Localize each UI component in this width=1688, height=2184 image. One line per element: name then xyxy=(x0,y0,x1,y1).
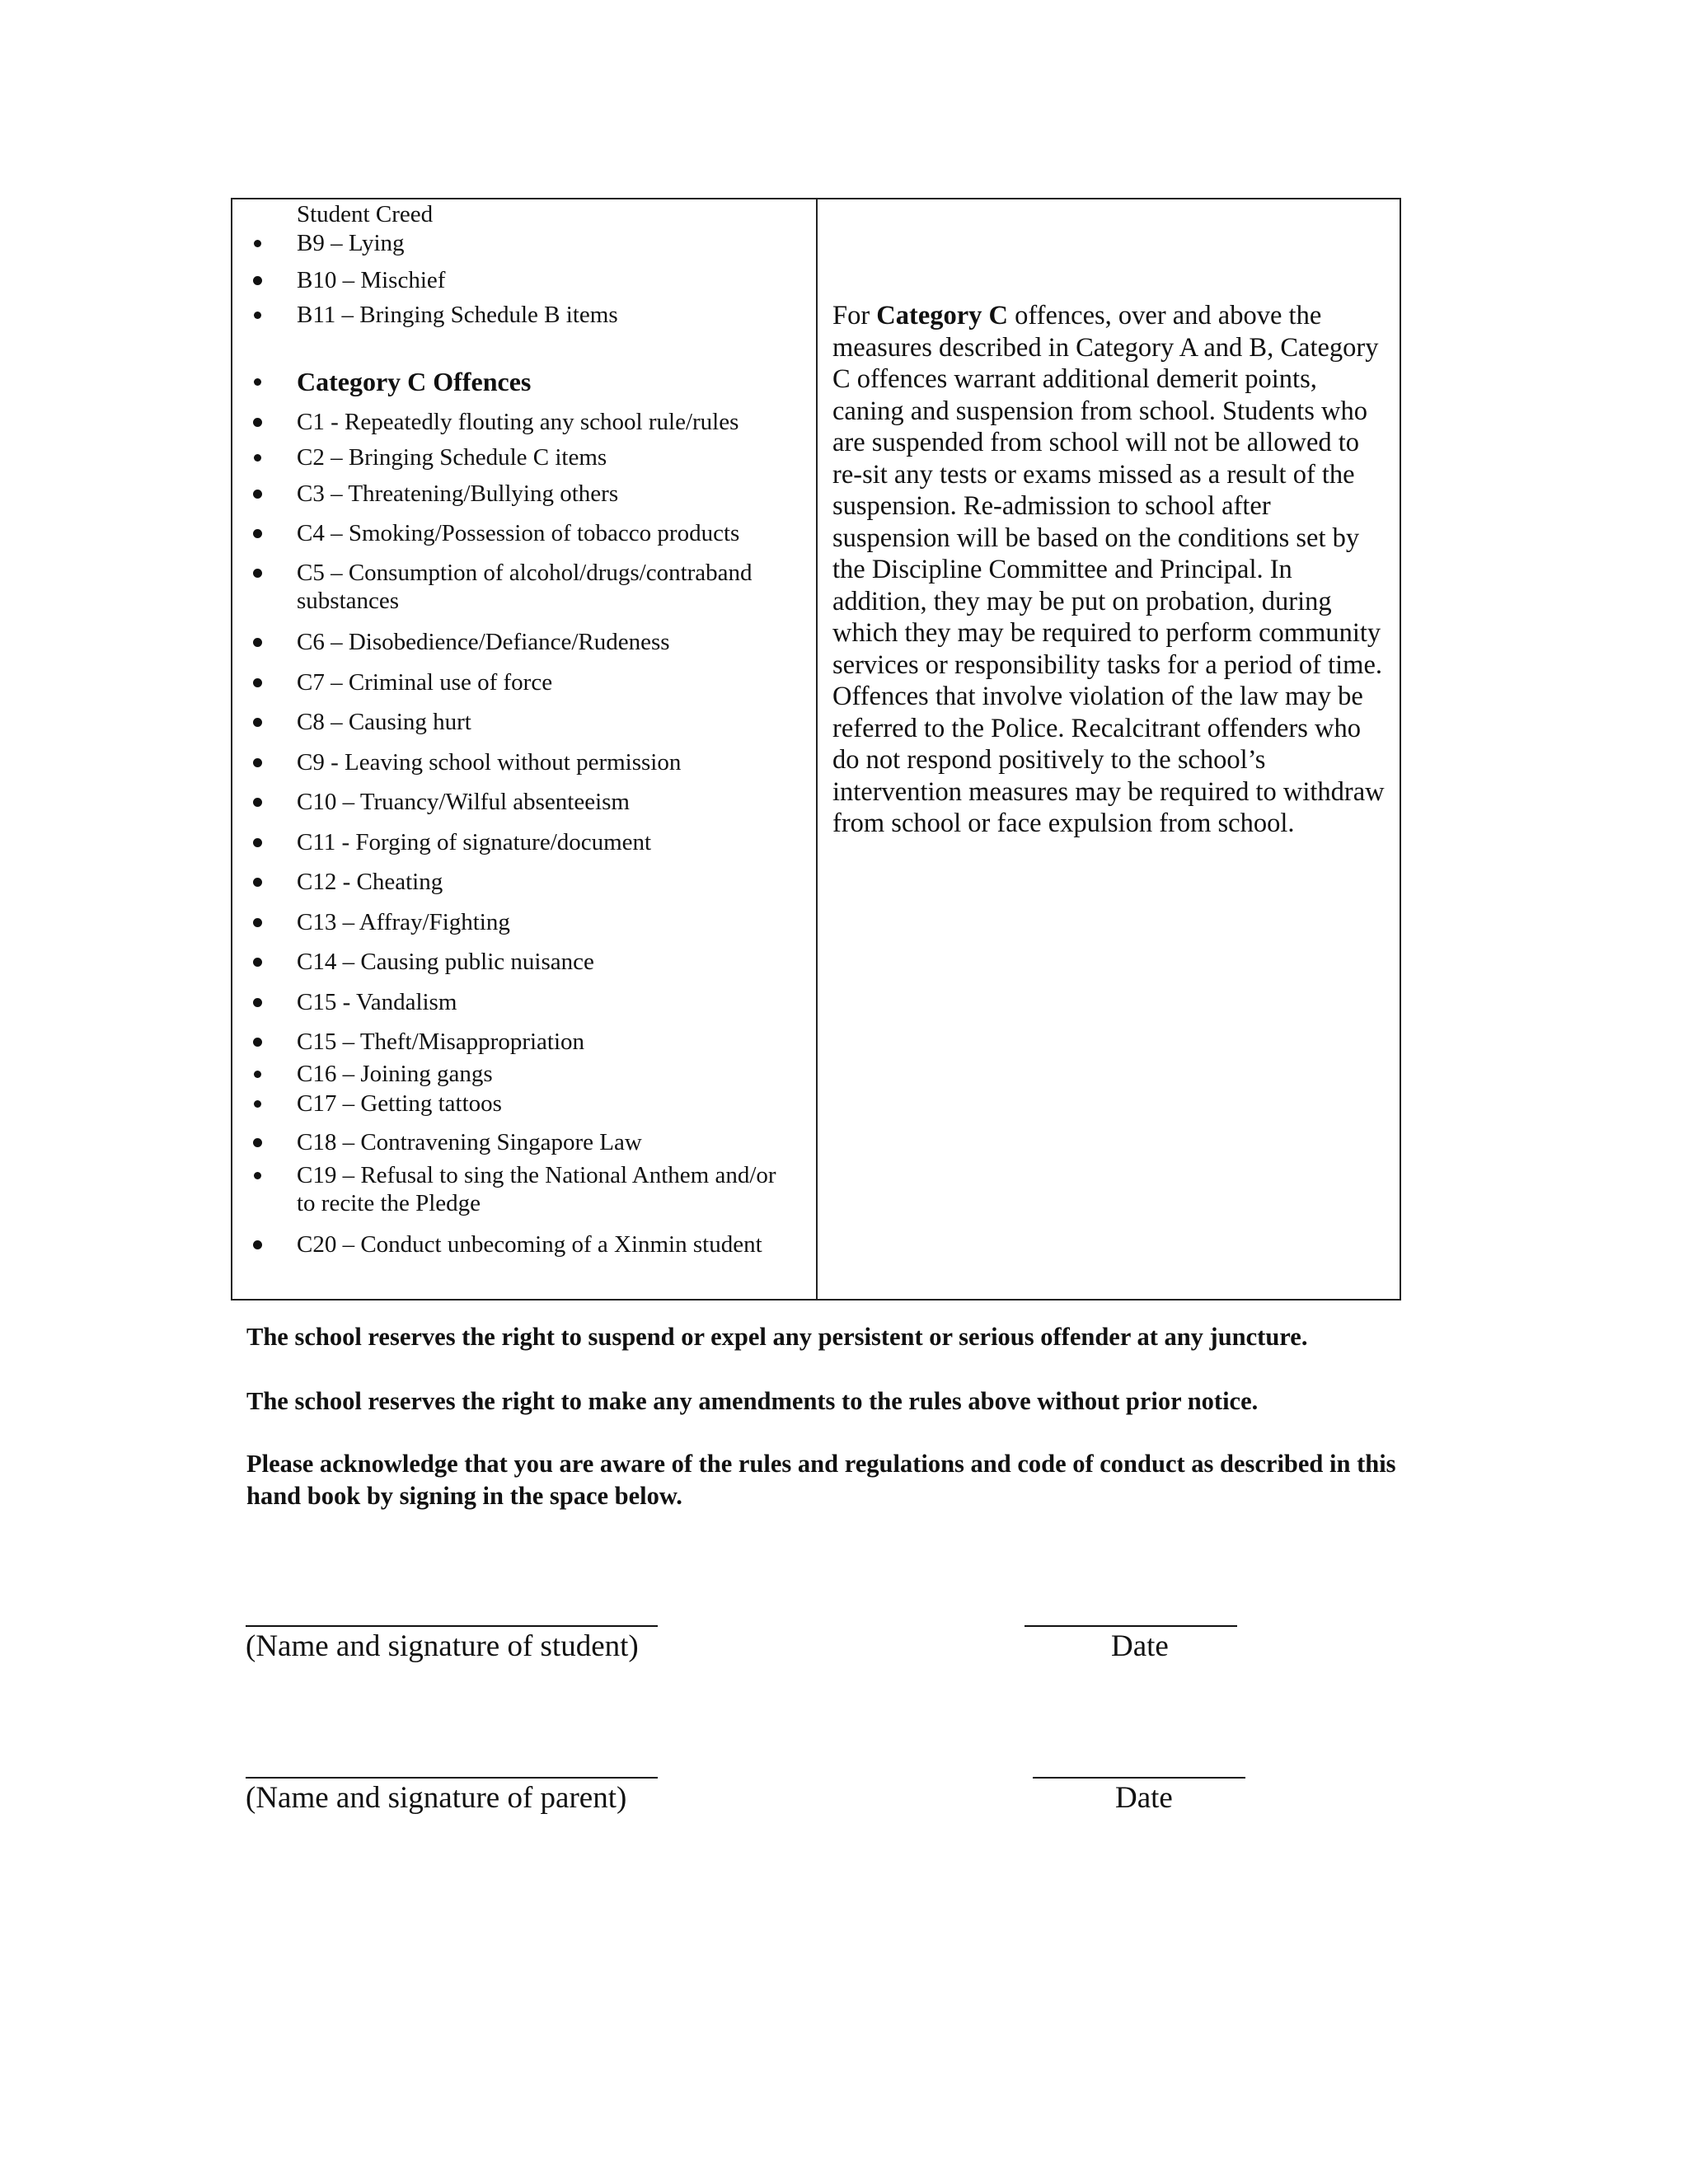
category-c-measures xyxy=(832,300,1393,840)
bullet-icon xyxy=(249,988,265,1016)
bullet-icon xyxy=(249,559,265,587)
offence-text: B9 – Lying xyxy=(297,230,405,256)
bullet-icon xyxy=(249,788,265,816)
measures-column xyxy=(818,199,1400,1299)
offence-text: C2 – Bringing Schedule C items xyxy=(297,444,607,471)
bullet-icon xyxy=(249,1028,265,1056)
offence-text: C12 - Cheating xyxy=(297,869,443,895)
bullet-icon xyxy=(249,1128,265,1156)
bullet-icon xyxy=(249,301,265,329)
offence-text: C6 – Disobedience/Defiance/Rudeness xyxy=(297,629,670,655)
measures-emphasis: Category C xyxy=(876,301,1009,330)
bullet-icon xyxy=(249,748,265,776)
bullet-icon xyxy=(249,1090,265,1118)
offence-text: C4 – Smoking/Possession of tobacco products xyxy=(297,520,740,546)
offence-text: C9 - Leaving school without permission xyxy=(297,749,682,776)
bullet-icon xyxy=(249,1230,265,1258)
offence-text: B11 – Bringing Schedule B items xyxy=(297,302,618,328)
offence-text: C11 - Forging of signature/document xyxy=(297,829,652,855)
bullet-icon xyxy=(249,668,265,696)
bullet-icon xyxy=(249,480,265,508)
bullet-icon xyxy=(249,868,265,896)
parent-date-line[interactable] xyxy=(1033,1777,1245,1779)
bullet-icon xyxy=(249,708,265,736)
student-signature-label: (Name and signature of student) xyxy=(246,1629,639,1663)
bullet-icon xyxy=(249,368,265,396)
bullet-icon xyxy=(249,628,265,656)
bullet-icon xyxy=(249,519,265,547)
bullet-icon xyxy=(249,828,265,856)
suspend-note: The school reserves the right to suspend or expel any persistent or serious offender at any juncture. xyxy=(246,1323,1308,1351)
offence-text: C5 – Consumption of alcohol/drugs/contraband substances xyxy=(297,560,753,614)
offence-text: C8 – Causing hurt xyxy=(297,709,471,735)
bullet-icon xyxy=(249,408,265,436)
offence-text: C3 – Threatening/Bullying others xyxy=(297,480,619,507)
bullet-icon xyxy=(249,948,265,976)
bullet-icon xyxy=(249,443,265,471)
parent-signature-line[interactable] xyxy=(246,1777,658,1779)
offence-list-column xyxy=(232,199,818,1299)
student-date-line[interactable] xyxy=(1025,1625,1237,1627)
offence-text: B10 – Mischief xyxy=(297,267,446,293)
bullet-icon xyxy=(249,1060,265,1088)
offence-text: C18 – Contravening Singapore Law xyxy=(297,1129,642,1155)
continued-line: Student Creed xyxy=(297,201,434,227)
parent-signature-label: (Name and signature of parent) xyxy=(246,1781,627,1815)
offence-text: C19 – Refusal to sing the National Anthem and/or to recite the Pledge xyxy=(297,1162,776,1216)
offence-text: C17 – Getting tattoos xyxy=(297,1090,502,1117)
student-signature-line[interactable] xyxy=(246,1625,658,1627)
offence-text: C15 - Vandalism xyxy=(297,989,457,1015)
acknowledge-note: Please acknowledge that you are aware of the rules and regulations and code of conduct as described in this hand book by signing in the space below. xyxy=(246,1450,1396,1510)
bullet-icon xyxy=(249,1161,265,1189)
offence-text: C10 – Truancy/Wilful absenteeism xyxy=(297,789,630,815)
offence-text: C16 – Joining gangs xyxy=(297,1061,493,1087)
measures-body: offences, over and above the measures described in Category A and B, Category C offences warrant additional demerit points, caning and suspension from school. Students who are suspended from school will not be allowed to re-sit any tests or exams missed as a result of the suspension. Re-admission to school after suspension will be based on the conditions set by the Discipline Committee and Principal. In addition, they may be put on probation, during which they may be required to perform community services or responsibility tasks for a period of time. Offences that involve violation of the law may be referred to the Police. Recalcitrant offenders who do not respond positively to the school’s intervention measures may be required to withdraw from school or face expulsion from school. xyxy=(832,301,1385,838)
offence-text: Category C Offences xyxy=(297,367,532,396)
offence-text: C14 – Causing public nuisance xyxy=(297,949,594,975)
offence-text: C15 – Theft/Misappropriation xyxy=(297,1029,585,1055)
offence-text: C1 - Repeatedly flouting any school rule/rules xyxy=(297,409,739,435)
student-date-label: Date xyxy=(1111,1629,1169,1663)
parent-date-label: Date xyxy=(1115,1781,1173,1815)
offence-table xyxy=(231,198,1401,1301)
bullet-icon xyxy=(249,266,265,294)
bullet-icon xyxy=(249,229,265,257)
amend-note: The school reserves the right to make any amendments to the rules above without prior notice. xyxy=(246,1387,1259,1415)
measures-lead: For xyxy=(832,301,877,330)
offence-text: C20 – Conduct unbecoming of a Xinmin student xyxy=(297,1231,762,1258)
offence-text: C7 – Criminal use of force xyxy=(297,669,553,696)
offence-text: C13 – Affray/Fighting xyxy=(297,909,510,935)
bullet-icon xyxy=(249,908,265,936)
